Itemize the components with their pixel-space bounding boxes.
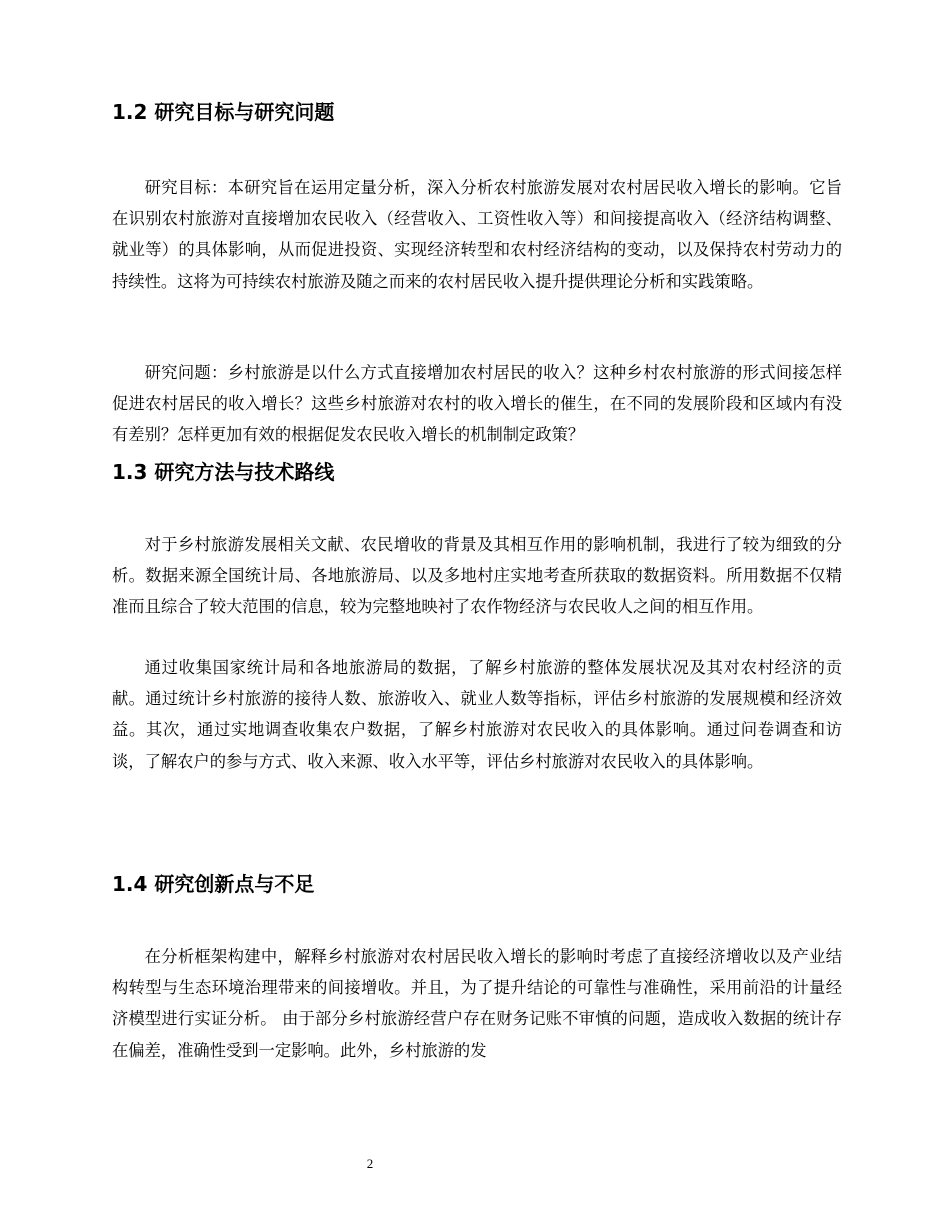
paragraph-research-questions: 研究问题：乡村旅游是以什么方式直接增加农村居民的收入？这种乡村农村旅游的形式间接怎样促进农村居民的收入增长？这些乡村旅游对农村的收入增长的催生，在不同的发展阶段和区域内有没有差别？怎样更加有效的根据促发农民收入增长的机制制定政策？ [112,363,842,445]
paragraph-innovation-limitations: 在分析框架构建中，解释乡村旅游对农村居民收入增长的影响时考虑了直接经济增收以及产业结构转型与生态环境治理带来的间接增收。并且，为了提升结论的可靠性与准确性，采用前沿的计量经济模型进行实证分析。 由于部分乡村旅游经营户存在财务记账不审慎的问题，造成收入数据的统计存在偏差，准确性受到一定影响。此外，乡村旅游的发 [112,947,842,1060]
section-heading-1-2: 1.2 研究目标与研究问题 [112,100,335,124]
section-heading-1-4: 1.4 研究创新点与不足 [112,872,315,896]
paragraph-methods: 通过收集国家统计局和各地旅游局的数据，了解乡村旅游的整体发展状况及其对农村经济的贡献。通过统计乡村旅游的接待人数、旅游收入、就业人数等指标，评估乡村旅游的发展规模和经济效益。其次，通过实地调查收集农户数据，了解乡村旅游对农民收入的具体影响。通过问卷调查和访谈，了解农户的参与方式、收入来源、收入水平等，评估乡村旅游对农民收入的具体影响。 [112,658,842,771]
section-heading-1-3: 1.3 研究方法与技术路线 [112,460,335,484]
paragraph-research-goal: 研究目标：本研究旨在运用定量分析，深入分析农村旅游发展对农村居民收入增长的影响。它旨在识别农村旅游对直接增加农民收入（经营收入、工资性收入等）和间接提高收入（经济结构调整、就业等）的具体影响，从而促进投资、实现经济转型和农村经济结构的变动，以及保持农村劳动力的持续性。这将为可持续农村旅游及随之而来的农村居民收入提升提供理论分析和实践策略。 [112,178,842,291]
page-number: 2 [366,1156,374,1171]
paragraph-literature-data: 对于乡村旅游发展相关文献、农民增收的背景及其相互作用的影响机制，我进行了较为细致的分析。数据来源全国统计局、各地旅游局、以及多地村庄实地考查所获取的数据资料。所用数据不仅精准而且综合了较大范围的信息，较为完整地映衬了农作物经济与农民收人之间的相互作用。 [112,535,842,617]
